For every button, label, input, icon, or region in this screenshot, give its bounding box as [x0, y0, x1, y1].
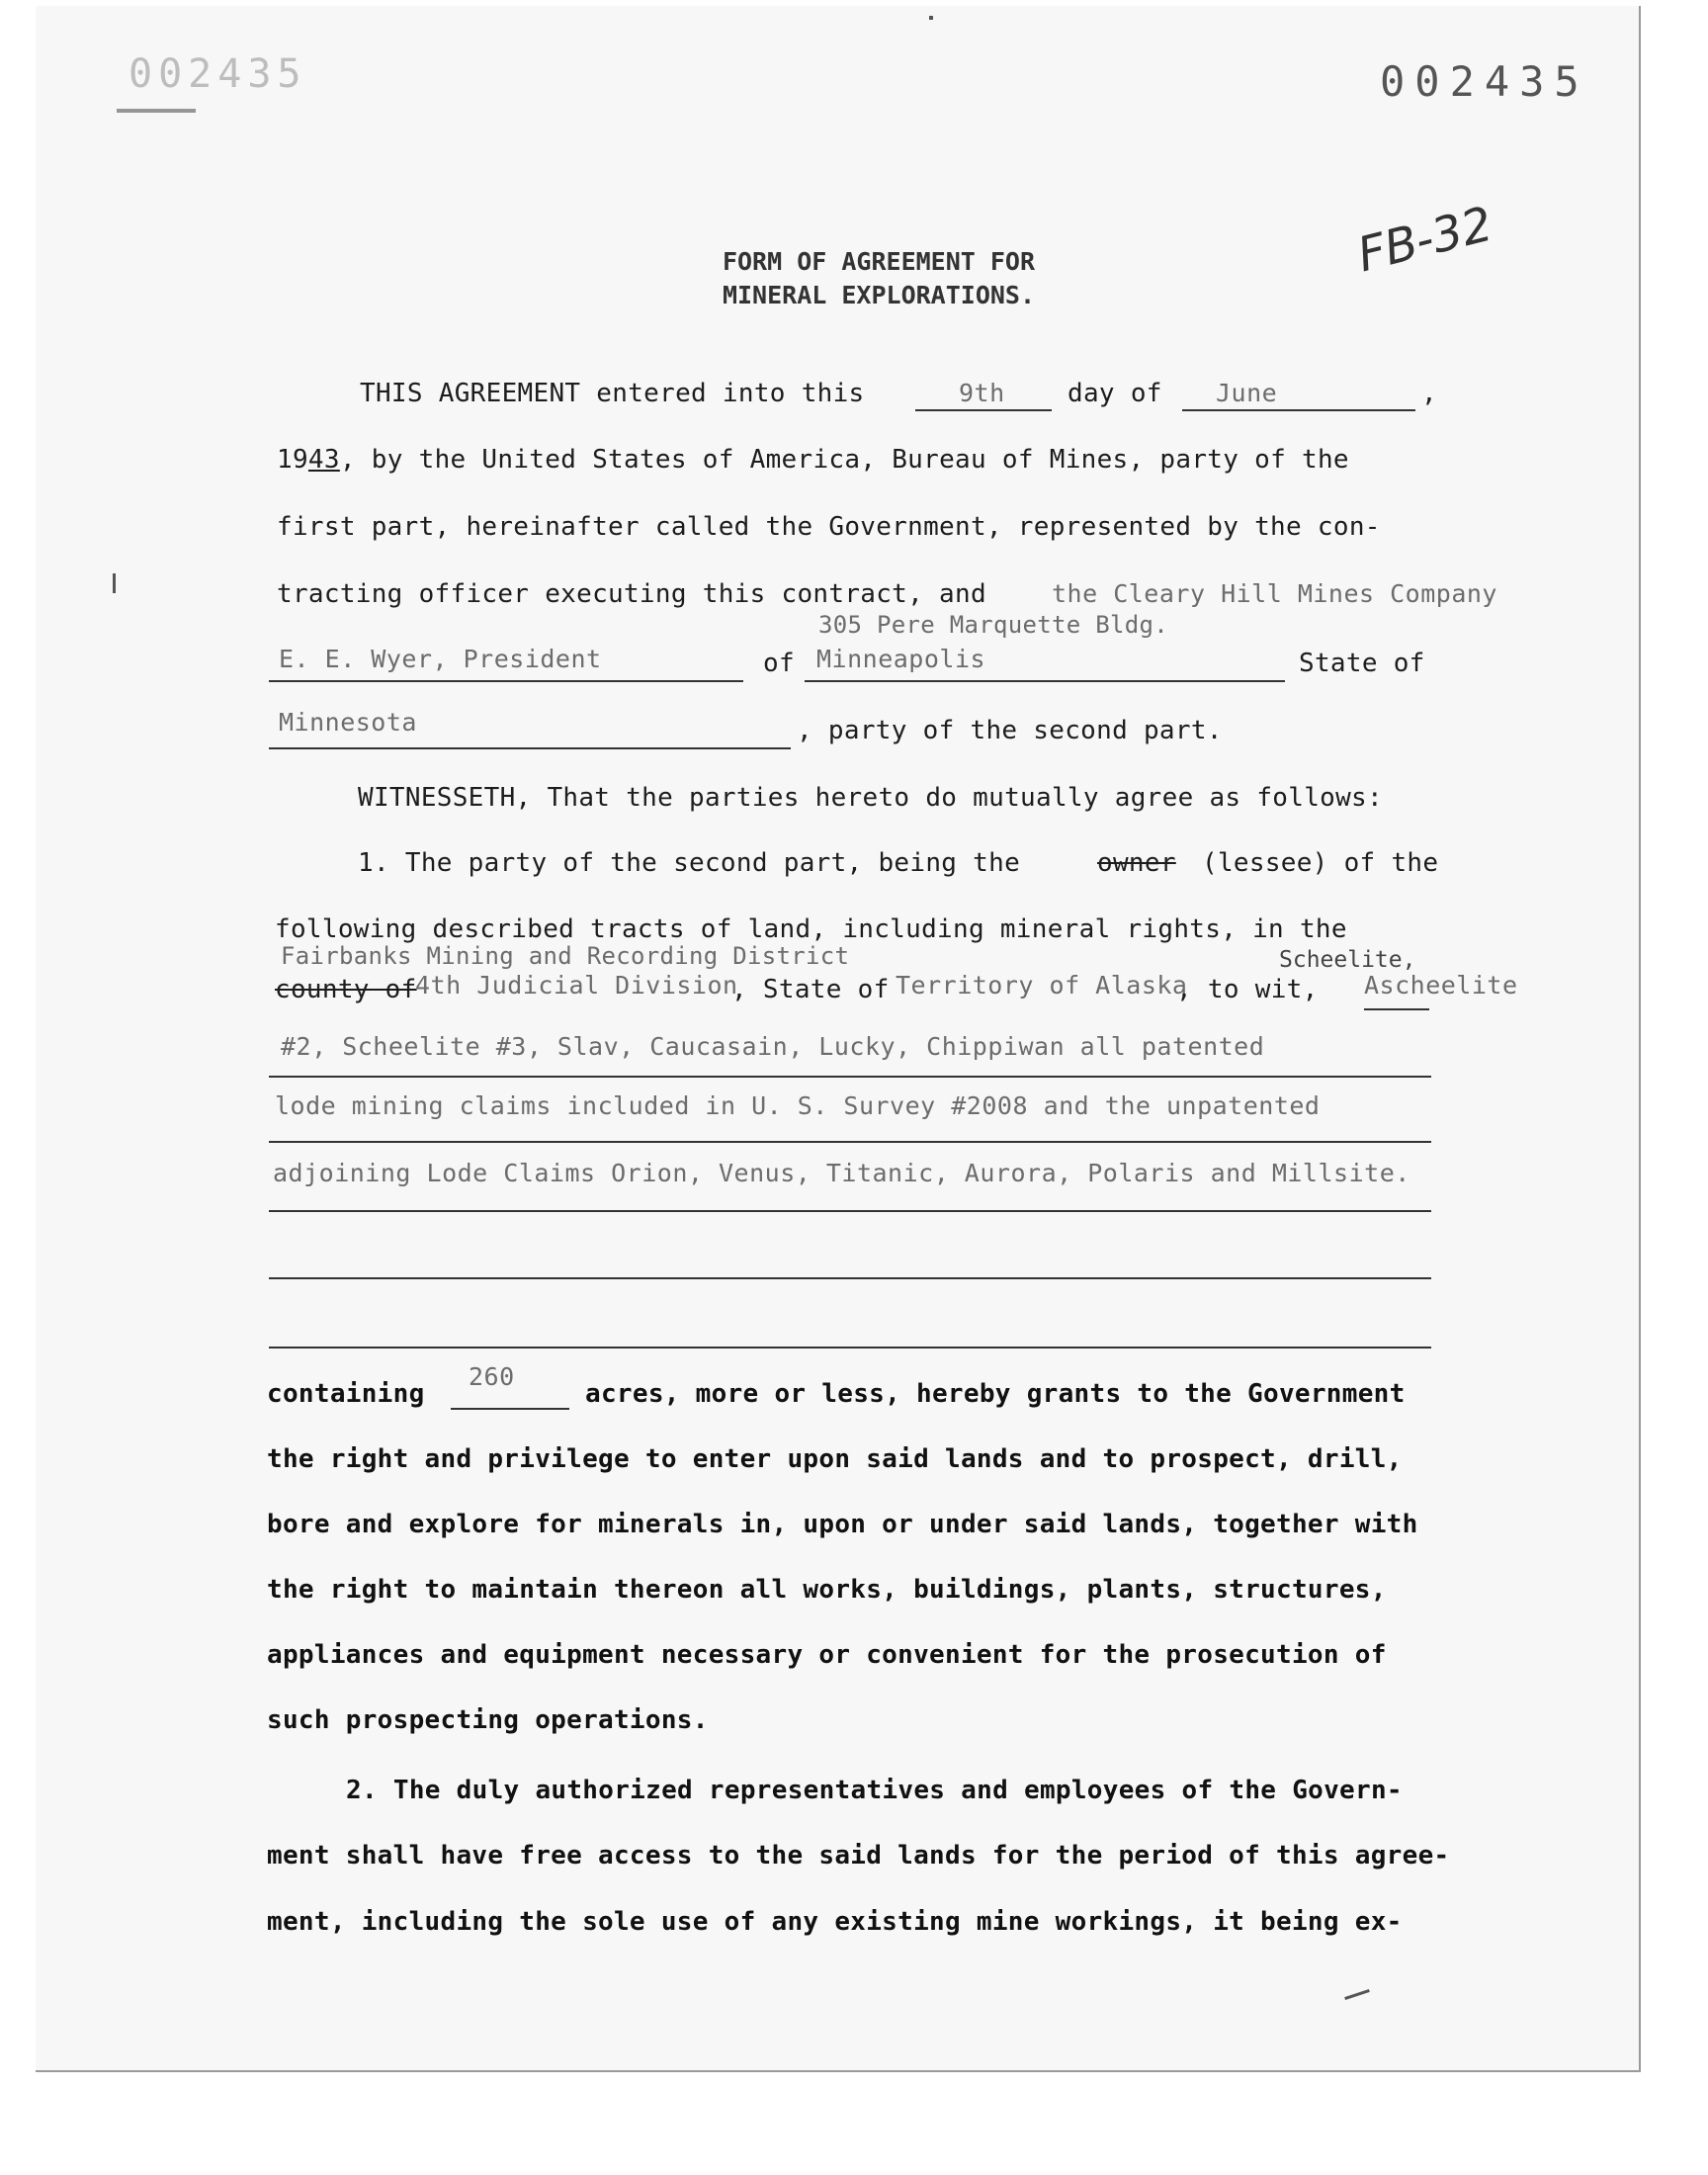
claim-start-value: Ascheelite	[1364, 971, 1518, 1000]
handwritten-annotation: FB-32	[1352, 196, 1498, 284]
year-value: 43	[307, 445, 340, 475]
title-line-2: MINERAL EXPLORATIONS.	[722, 281, 1036, 309]
president-value: E. E. Wyer, President	[279, 645, 602, 673]
territory-value: Territory of Alaska	[896, 971, 1188, 1000]
claims-line-1: #2, Scheelite #3, Slav, Caucasain, Lucky, Chippiwan all patented	[281, 1032, 1265, 1061]
acres-blank	[451, 1408, 569, 1410]
grant-line-3: bore and explore for minerals in, upon or under said lands, together with	[267, 1510, 1418, 1539]
claims-line-3: adjoining Lode Claims Orion, Venus, Titanic, Aurora, Polaris and Millsite.	[273, 1159, 1410, 1187]
preamble-line-4: tracting officer executing this contract, and	[277, 579, 986, 609]
containing-line: acres, more or less, hereby grants to the Government	[585, 1379, 1406, 1409]
section2-line-3: ment, including the sole use of any existing mine workings, it being ex-	[267, 1907, 1403, 1937]
state-value: Minnesota	[279, 708, 417, 737]
county-label: county of	[275, 975, 417, 1004]
day-value: 9th	[959, 379, 1005, 407]
district-value: Fairbanks Mining and Recording District	[281, 942, 850, 970]
scheelite-insert: Scheelite,	[1279, 947, 1416, 973]
grant-line-5: appliances and equipment necessary or convenient for the prosecution of	[267, 1640, 1387, 1670]
city-value: Minneapolis	[816, 645, 986, 673]
preamble-line-3: first part, hereinafter called the Government, represented by the con-	[277, 512, 1381, 542]
ghost-mark	[117, 109, 196, 113]
company-value: the Cleary Hill Mines Company	[1052, 579, 1497, 608]
section1-line-2: following described tracts of land, including mineral rights, in the	[275, 914, 1347, 944]
document-number: 002435	[1380, 57, 1589, 106]
section2-line-1: 2. The duly authorized representatives and employees of the Govern-	[346, 1776, 1403, 1805]
preamble-line-2: 1943, by the United States of America, Bureau of Mines, party of the	[277, 445, 1349, 475]
scan-speck	[929, 16, 933, 20]
grant-line-6: such prospecting operations.	[267, 1705, 709, 1735]
division-value: 4th Judicial Division	[415, 971, 738, 1000]
grant-line-4: the right to maintain thereon all works, buildings, plants, structures,	[267, 1575, 1387, 1605]
preamble-text-2: day of	[1068, 379, 1162, 408]
preamble-text-1: THIS AGREEMENT entered into this	[360, 379, 865, 408]
month-value: June	[1216, 379, 1278, 407]
witnesseth-line: WITNESSETH, That the parties hereto do mutually agree as follows:	[358, 783, 1383, 813]
section2-line-2: ment shall have free access to the said lands for the period of this agree-	[267, 1841, 1450, 1870]
section1-line-1b: (lessee) of the	[1202, 848, 1439, 878]
acres-value: 260	[469, 1362, 515, 1391]
scan-speck	[113, 573, 116, 593]
owner-struck: owner	[1097, 848, 1176, 878]
day-blank	[915, 409, 1052, 411]
section1-line-1a: 1. The party of the second part, being the	[358, 848, 1021, 878]
month-blank	[1182, 409, 1415, 411]
address-value: 305 Pere Marquette Bldg.	[818, 611, 1168, 639]
grant-line-2: the right and privilege to enter upon said lands and to prospect, drill,	[267, 1444, 1403, 1474]
ghost-document-number: 002435	[128, 51, 307, 97]
president-blank	[269, 680, 743, 682]
state-blank	[269, 747, 791, 749]
party-second-text: , party of the second part.	[797, 716, 1223, 745]
claims-line-2: lode mining claims included in U. S. Survey #2008 and the unpatented	[275, 1091, 1321, 1120]
title-line-1: FORM OF AGREEMENT FOR	[722, 247, 1036, 276]
city-blank	[805, 680, 1285, 682]
